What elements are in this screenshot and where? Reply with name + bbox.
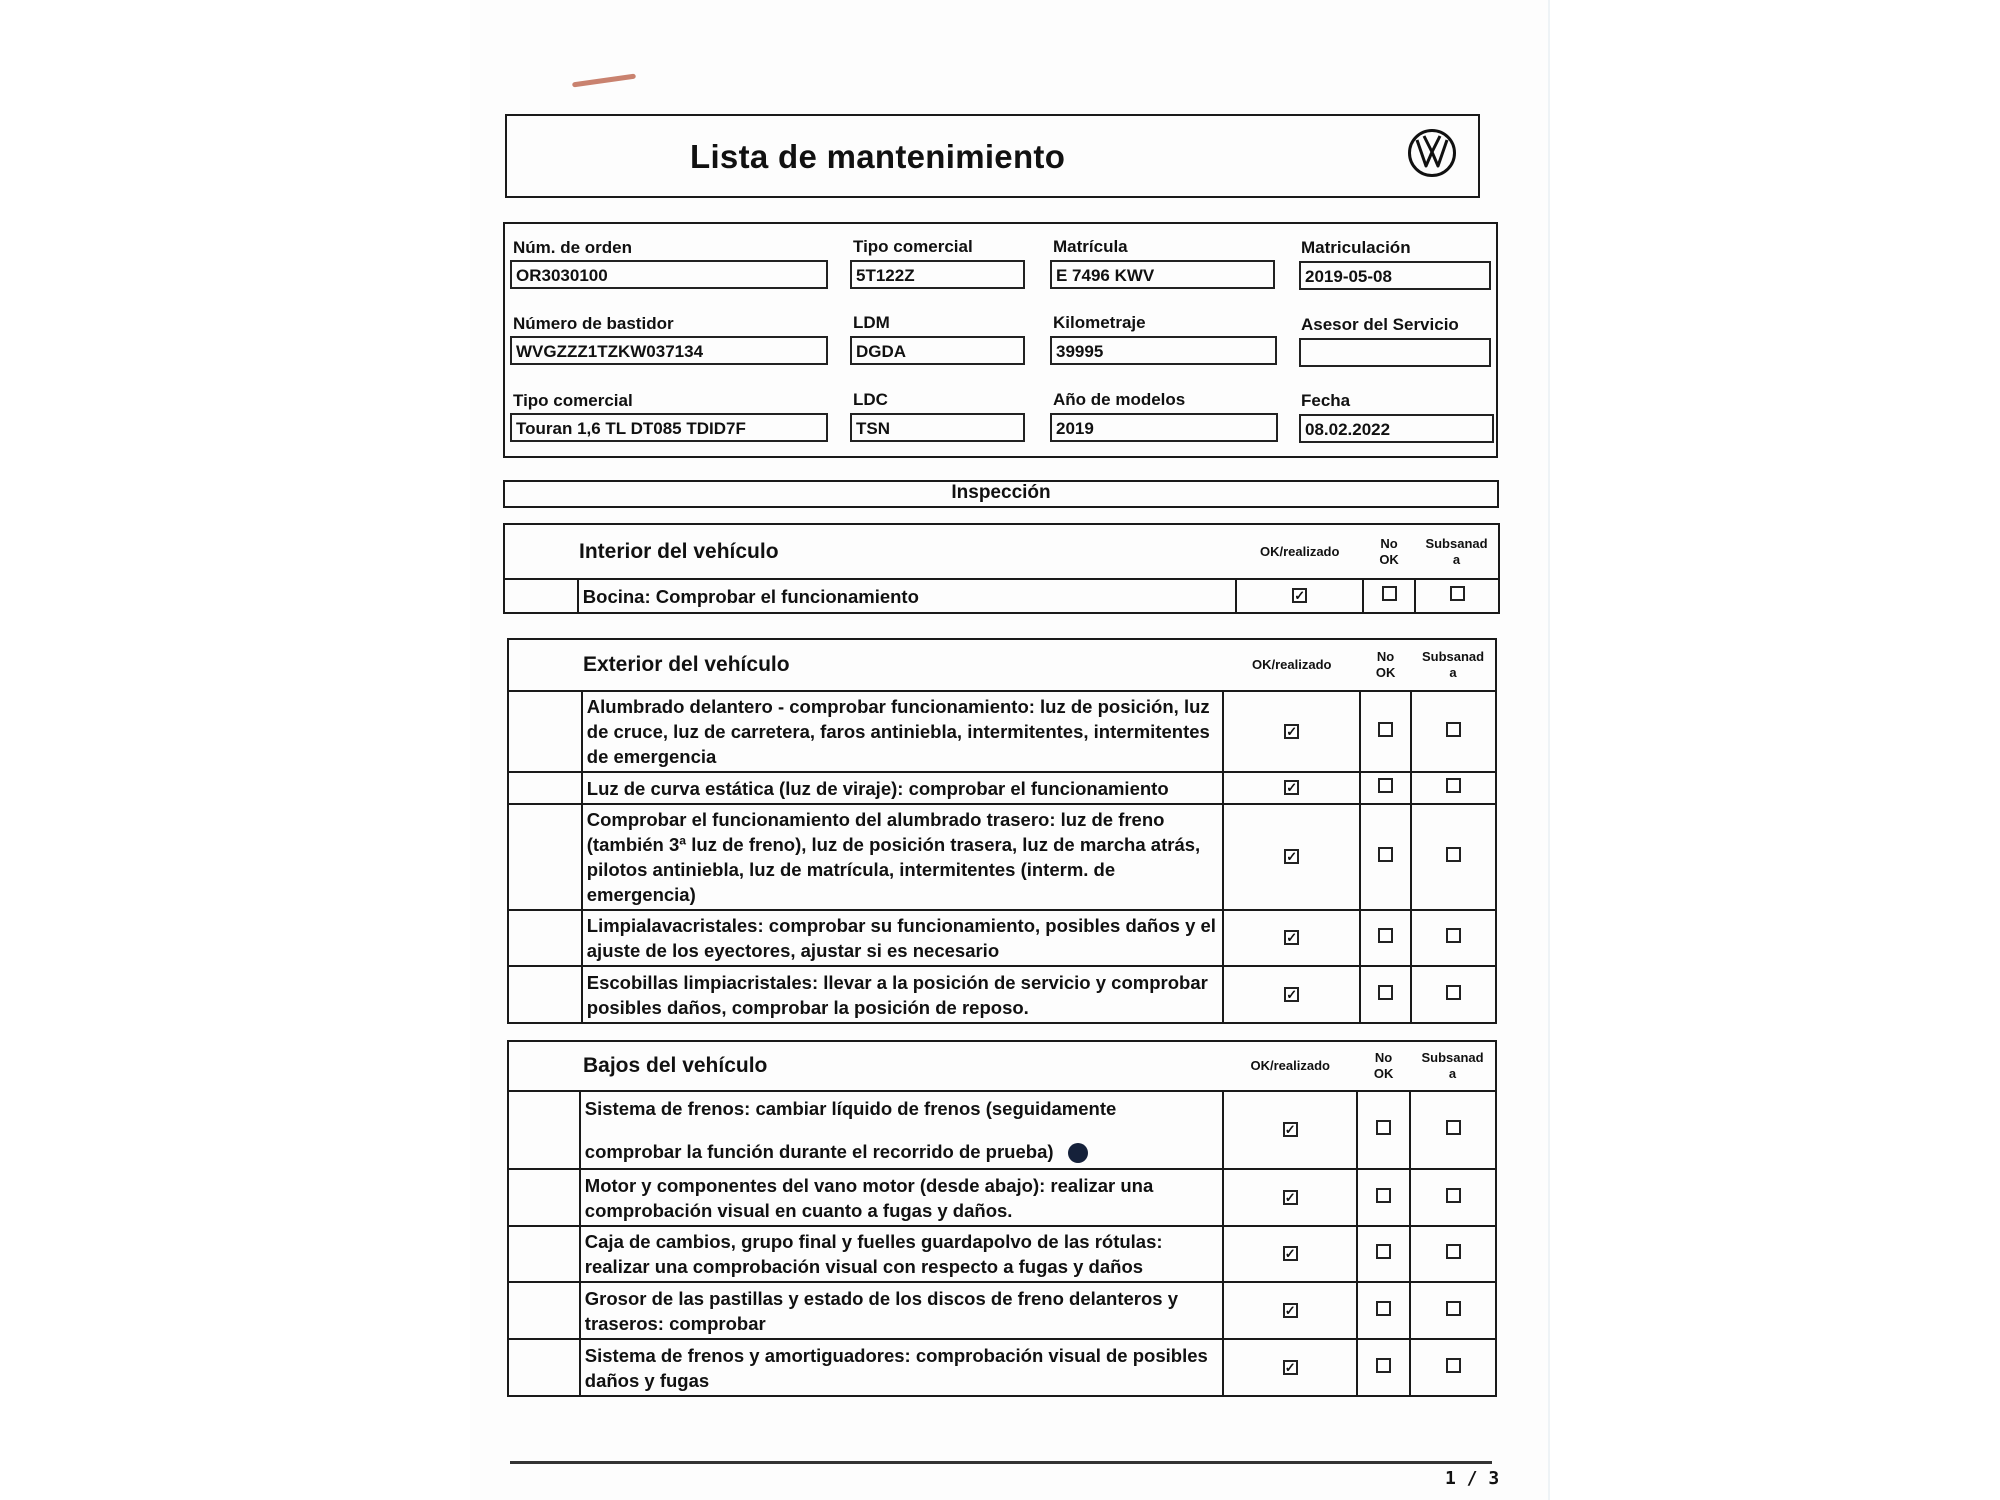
- fixed-checkbox[interactable]: [1446, 1120, 1461, 1135]
- col-not-ok-header: No OK: [1363, 524, 1415, 579]
- ldm-label: LDM: [853, 313, 890, 332]
- ok-checkbox[interactable]: ✓: [1283, 1360, 1298, 1375]
- inspection-header: Inspección: [503, 480, 1499, 508]
- section-underbody: [507, 1040, 1497, 1397]
- item-text-line1: Sistema de frenos: cambiar líquido de frenos (seguidamente: [584, 1098, 1117, 1119]
- license-plate-field[interactable]: E 7496 KWV: [1050, 260, 1275, 289]
- ok-checkbox[interactable]: ✓: [1292, 588, 1307, 603]
- mileage-label: Kilometraje: [1053, 313, 1146, 332]
- item-text: Limpialavacristales: comprobar su funcionamiento, posibles daños y el ajuste de los eyectores, ajustar si es necesario: [582, 910, 1224, 966]
- mileage-field[interactable]: 39995: [1050, 336, 1277, 365]
- service-advisor-label: Asesor del Servicio: [1301, 315, 1459, 334]
- fixed-checkbox[interactable]: [1450, 586, 1465, 601]
- fixed-checkbox[interactable]: [1446, 722, 1461, 737]
- fixed-checkbox[interactable]: [1446, 1301, 1461, 1316]
- item-text: Sistema de frenos y amortiguadores: comprobación visual de posibles daños y fugas: [580, 1339, 1224, 1396]
- col-ok-header: OK/realizado: [1223, 639, 1360, 691]
- row-margin: [508, 1282, 580, 1339]
- chassis-number-field[interactable]: WVGZZZ1TZKW037134: [510, 336, 828, 365]
- commercial-type-code-label: Tipo comercial: [853, 237, 973, 256]
- checklist-row: [508, 910, 1496, 966]
- row-margin: [508, 691, 582, 772]
- item-text: [580, 1091, 1224, 1169]
- footer-divider: [510, 1461, 1492, 1464]
- model-year-label: Año de modelos: [1053, 390, 1186, 409]
- model-year-field[interactable]: 2019: [1050, 413, 1278, 442]
- col-fixed-header: Subsanad a: [1411, 639, 1496, 691]
- ok-checkbox[interactable]: ✓: [1284, 987, 1299, 1002]
- col-ok-header: OK/realizado: [1223, 1041, 1357, 1091]
- section-title: Bajos del vehículo: [508, 1041, 1223, 1091]
- page-edge: [1548, 0, 1550, 1500]
- item-text: Alumbrado delantero - comprobar funcionamiento: luz de posición, luz de cruce, luz de carretera, faros antiniebla, intermitentes, intermitentes de emergencia: [582, 691, 1224, 772]
- chassis-number-label: Número de bastidor: [513, 314, 674, 333]
- row-margin: [508, 1169, 580, 1226]
- section-header-row: [508, 1041, 1496, 1091]
- col-ok-header: OK/realizado: [1236, 524, 1363, 579]
- section-header-row: [508, 639, 1496, 691]
- filled-dot-icon: [1068, 1143, 1088, 1163]
- ok-checkbox[interactable]: ✓: [1284, 780, 1299, 795]
- fixed-checkbox[interactable]: [1446, 1188, 1461, 1203]
- checklist-row: [508, 966, 1496, 1023]
- ok-checkbox[interactable]: ✓: [1284, 930, 1299, 945]
- row-margin: [508, 910, 582, 966]
- checklist-row: [508, 772, 1496, 804]
- checklist-row: [508, 1091, 1496, 1169]
- checklist-row: [508, 804, 1496, 910]
- checklist-row: [508, 1339, 1496, 1396]
- checklist-row: [508, 1282, 1496, 1339]
- row-margin: [504, 579, 578, 613]
- checklist-row: [508, 1226, 1496, 1282]
- col-fixed-header: Subsanad a: [1410, 1041, 1496, 1091]
- checklist-row: [508, 691, 1496, 772]
- section-interior: [503, 523, 1500, 614]
- commercial-type-code-field[interactable]: 5T122Z: [850, 260, 1025, 289]
- checklist-row: [508, 1169, 1496, 1226]
- fixed-checkbox[interactable]: [1446, 985, 1461, 1000]
- not-ok-checkbox[interactable]: [1376, 1301, 1391, 1316]
- not-ok-checkbox[interactable]: [1376, 1120, 1391, 1135]
- not-ok-checkbox[interactable]: [1378, 778, 1393, 793]
- not-ok-checkbox[interactable]: [1376, 1244, 1391, 1259]
- ldm-field[interactable]: DGDA: [850, 336, 1025, 365]
- vw-logo-icon: [1407, 128, 1457, 178]
- registration-date-field[interactable]: 2019-05-08: [1299, 261, 1491, 290]
- date-label: Fecha: [1301, 391, 1351, 410]
- fixed-checkbox[interactable]: [1446, 928, 1461, 943]
- ok-checkbox[interactable]: ✓: [1283, 1122, 1298, 1137]
- row-margin: [508, 772, 582, 804]
- col-fixed-header: Subsanad a: [1415, 524, 1499, 579]
- commercial-type-field[interactable]: Touran 1,6 TL DT085 TDID7F: [510, 413, 828, 442]
- service-advisor-field[interactable]: [1299, 338, 1491, 367]
- item-text: Escobillas limpiacristales: llevar a la posición de servicio y comprobar posibles daños, comprobar la posición de reposo.: [582, 966, 1224, 1023]
- registration-date-label: Matriculación: [1301, 238, 1411, 257]
- col-not-ok-header: No OK: [1360, 639, 1411, 691]
- item-text: Grosor de las pastillas y estado de los discos de freno delanteros y traseros: comprobar: [580, 1282, 1224, 1339]
- ok-checkbox[interactable]: ✓: [1284, 724, 1299, 739]
- checklist-row: [504, 579, 1499, 613]
- section-exterior: [507, 638, 1497, 1024]
- row-margin: [508, 1339, 580, 1396]
- item-text: Luz de curva estática (luz de viraje): comprobar el funcionamiento: [582, 772, 1224, 804]
- section-title: Exterior del vehículo: [508, 639, 1223, 691]
- not-ok-checkbox[interactable]: [1378, 722, 1393, 737]
- not-ok-checkbox[interactable]: [1378, 928, 1393, 943]
- item-text: Bocina: Comprobar el funcionamiento: [578, 579, 1237, 613]
- row-margin: [508, 1091, 580, 1169]
- license-plate-label: Matrícula: [1053, 237, 1128, 256]
- ok-checkbox[interactable]: ✓: [1284, 849, 1299, 864]
- ldc-field[interactable]: TSN: [850, 413, 1025, 442]
- order-number-label: Núm. de orden: [513, 238, 633, 257]
- item-text-line2: comprobar la función durante el recorrido de prueba): [585, 1139, 1219, 1164]
- col-not-ok-header: No OK: [1357, 1041, 1410, 1091]
- ok-checkbox[interactable]: ✓: [1283, 1246, 1298, 1261]
- not-ok-checkbox[interactable]: [1378, 847, 1393, 862]
- not-ok-checkbox[interactable]: [1378, 985, 1393, 1000]
- item-text: Comprobar el funcionamiento del alumbrado trasero: luz de freno (también 3ª luz de freno), luz de posición trasera, luz de marcha atrás, pilotos antiniebla, luz de matrícula, intermitentes (interm. de emergencia): [582, 804, 1224, 910]
- row-margin: [508, 804, 582, 910]
- order-number-field[interactable]: OR3030100: [510, 260, 828, 289]
- commercial-type-label: Tipo comercial: [513, 391, 633, 410]
- item-text: Motor y componentes del vano motor (desde abajo): realizar una comprobación visual en cuanto a fugas y daños.: [580, 1169, 1224, 1226]
- ldc-label: LDC: [853, 390, 888, 409]
- row-margin: [508, 1226, 580, 1282]
- fixed-checkbox[interactable]: [1446, 1244, 1461, 1259]
- not-ok-checkbox[interactable]: [1382, 586, 1397, 601]
- not-ok-checkbox[interactable]: [1376, 1358, 1391, 1373]
- fixed-checkbox[interactable]: [1446, 1358, 1461, 1373]
- section-header-row: [504, 524, 1499, 579]
- item-text: Caja de cambios, grupo final y fuelles guardapolvo de las rótulas: realizar una comprobación visual con respecto a fugas y daños: [580, 1226, 1224, 1282]
- fixed-checkbox[interactable]: [1446, 847, 1461, 862]
- date-field[interactable]: 08.02.2022: [1299, 414, 1494, 443]
- page-title: Lista de mantenimiento: [690, 138, 1066, 175]
- fixed-checkbox[interactable]: [1446, 778, 1461, 793]
- row-margin: [508, 966, 582, 1023]
- ok-checkbox[interactable]: ✓: [1283, 1303, 1298, 1318]
- page-number: 1 / 3: [1445, 1468, 1500, 1489]
- ok-checkbox[interactable]: ✓: [1283, 1190, 1298, 1205]
- not-ok-checkbox[interactable]: [1376, 1188, 1391, 1203]
- section-title: Interior del vehículo: [504, 524, 1236, 579]
